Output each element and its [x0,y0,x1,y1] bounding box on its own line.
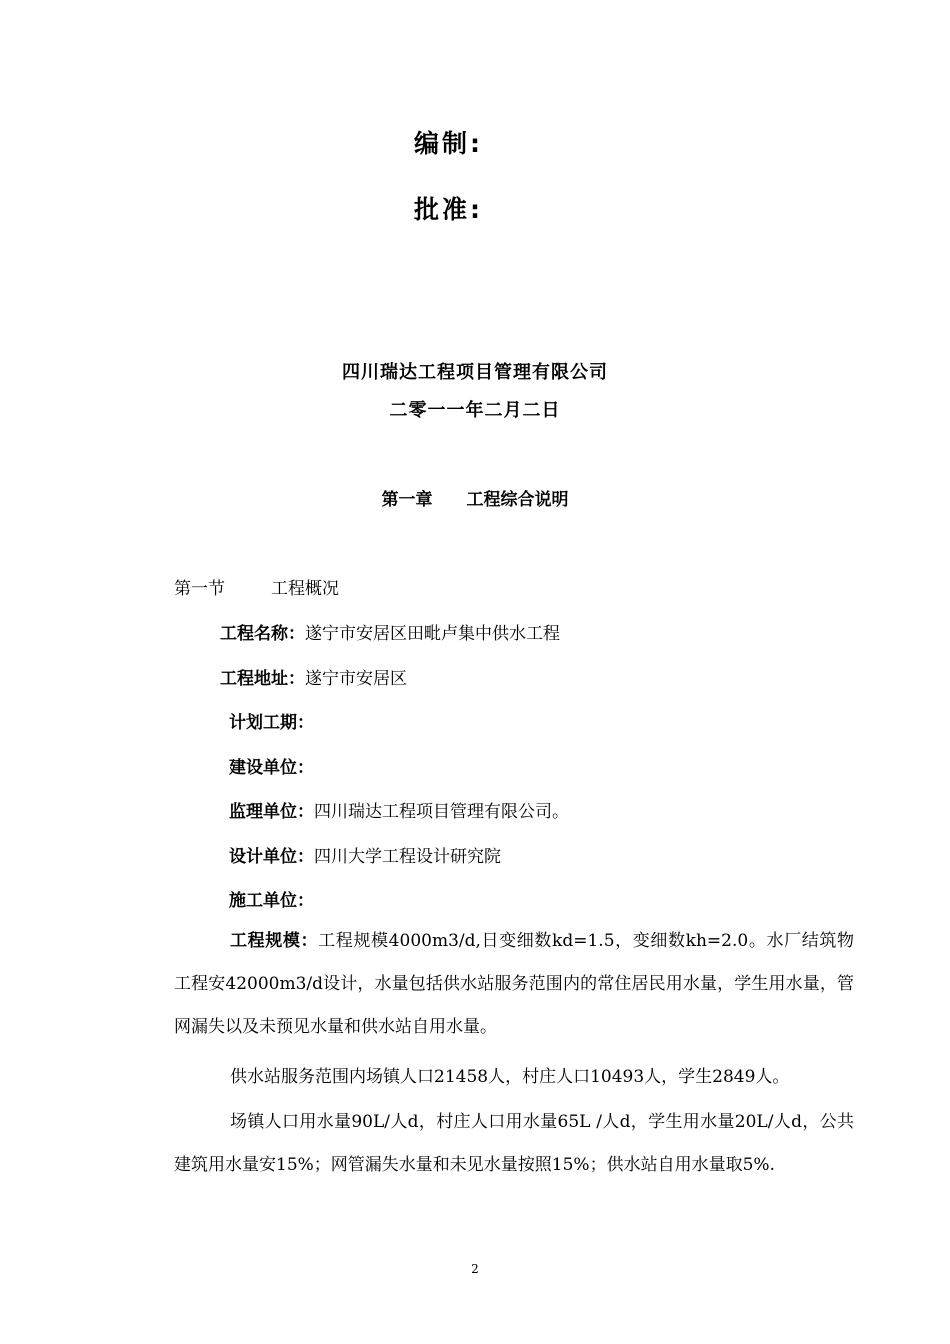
section-number: 第一节 [174,579,225,599]
field-label: 工程地址： [220,669,305,689]
field-value: 四川瑞达工程项目管理有限公司。 [314,802,569,822]
compiled-by-label: 编制: [414,129,483,158]
field-value: 四川大学工程设计研究院 [314,847,501,867]
field-label: 工程名称： [220,624,305,644]
field-label: 建设单位： [229,758,314,778]
design-unit-field [229,842,501,867]
supervision-unit-field [229,797,569,822]
section-heading [174,574,339,599]
construction-unit-field [229,886,314,911]
field-label: 施工单位： [229,891,314,911]
page-number: 2 [471,1262,479,1276]
scale-label: 工程规模： [230,931,319,951]
scale-text: 工程规模4000m3/d,日变细数kd=1.5，变细数kh=2.0。水厂结筑物工程安42000m3/d设计，水量包括供水站服务范围内的常住居民用水量，学生用水量，管网漏失以及未预见水量和供水站自用水量。 [174,931,854,1037]
population-paragraph: 供水站服务范围内场镇人口21458人，村庄人口10493人，学生2849人。 [230,1067,790,1087]
planned-duration-field [229,708,314,733]
project-scale-paragraph [174,920,854,1049]
field-label: 监理单位： [229,802,314,822]
section-title: 工程概况 [271,579,339,599]
approved-by-label: 批准: [414,195,483,224]
chapter-number: 第一章 [381,490,433,510]
chapter-heading [0,485,950,510]
chapter-title: 工程综合说明 [466,490,569,510]
company-name: 四川瑞达工程项目管理有限公司 [342,362,608,383]
field-label: 计划工期： [229,713,314,733]
project-address-field [220,664,407,689]
field-value: 遂宁市安居区田毗卢集中供水工程 [305,624,560,644]
field-label: 设计单位： [229,847,314,867]
document-date: 二零一一年二月二日 [389,400,561,421]
field-value: 遂宁市安居区 [305,669,407,689]
owner-unit-field [229,753,314,778]
consumption-paragraph: 场镇人口用水量90L/人d，村庄人口用水量65L /人d，学生用水量20L/人d，公共建筑用水量安15%；网管漏失水量和未见水量按照15%；供水站自用水量取5%. [174,1112,854,1175]
project-name-field [220,619,560,644]
